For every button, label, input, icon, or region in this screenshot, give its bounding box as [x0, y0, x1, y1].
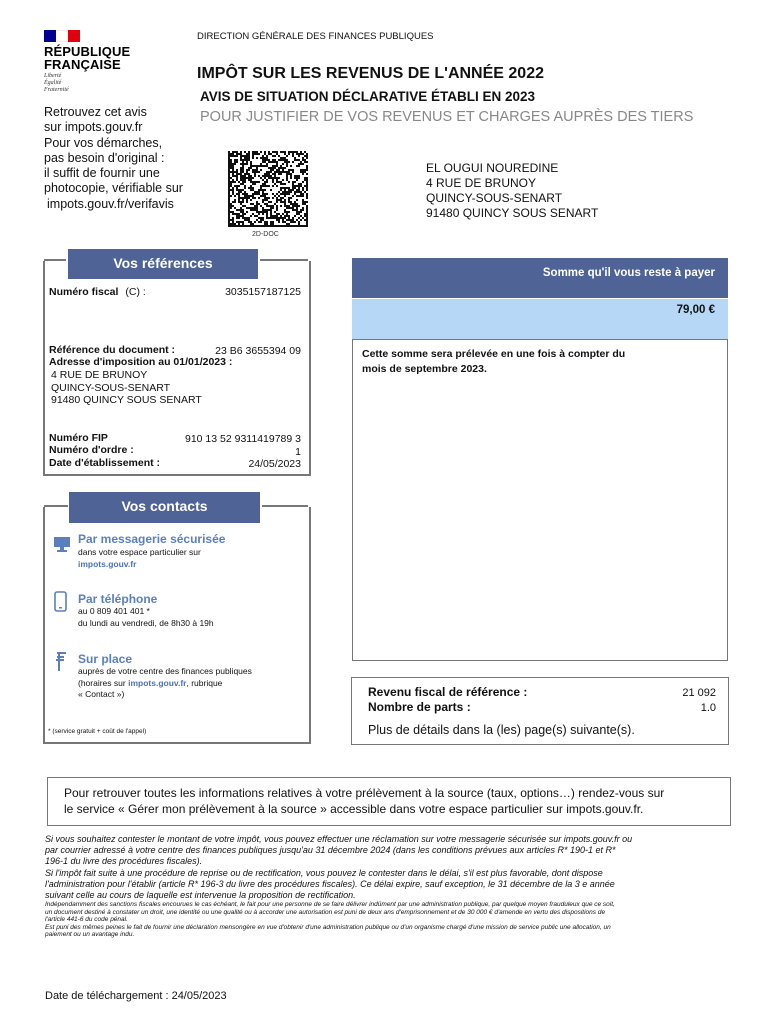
- fiscal-number-label: Numéro fiscal (C) :: [49, 286, 146, 298]
- phone-title: Par téléphone: [78, 592, 158, 606]
- dgfip-header: DIRECTION GÉNÉRALE DES FINANCES PUBLIQUES: [197, 31, 434, 42]
- references-title: Vos références: [68, 249, 258, 279]
- place-icon: [53, 651, 69, 673]
- marianne-flag-icon: [44, 30, 80, 42]
- order-number-label: Numéro d'ordre :: [49, 444, 134, 456]
- fip-value: 910 13 52 9311419789 3: [184, 433, 301, 445]
- contacts-title: Vos contacts: [69, 492, 260, 523]
- legal-notice: Si vous souhaitez contester le montant de votre impôt, vous pouvez effectuer une réclamation sur votre messagerie sécurisée sur impots.gouv.fr ou par courrier adressé à votre centre des finances publiques jusqu'au 31 décembre 2024 (dans les conditions prévues aux articles R* 190-1 et R* 196-1 du livre des procédures fiscales). Si l'impôt fait suite à une procédure de reprise ou de rectification, vous pouvez le contester dans le délai, s'il est plus favorable, dont dispose l'administration pour l'établir (article R* 196-3 du livre des procédures fiscales). Ce délai expire, sauf exception, le 31 décembre de la 3 e année suivant celle au cours de laquelle est intervenue la proposition de rectification. Indépendamment des sanctions fiscales encourues le cas échéant, le fait pour une personne de se faire délivrer indûment par une administration publique, par quelque moyen frauduleux que ce soit, un document destiné à constater un droit, une identité ou une qualité ou à accorder une autorisation est puni de deux ans d'emprisonnement et de 30 000 € d'amende en vertu des dispositions de l'article 441-6 du code pénal. Est puni des mêmes peines le fait de fournir une déclaration mensongère en vue d'obtenir d'une administration publique ou d'un organisme chargé d'une mission de service public une allocation, un paiement ou un avantage indu.: [45, 834, 633, 939]
- place-link[interactable]: impots.gouv.fr: [128, 677, 187, 688]
- messaging-link[interactable]: impots.gouv.fr: [78, 558, 137, 569]
- amount-due-row: [352, 299, 728, 339]
- phone-text: au 0 809 401 401 * du lundi au vendredi, de 8h30 à 19h: [78, 606, 214, 628]
- amount-due-header: Somme qu'il vous reste à payer: [352, 258, 728, 298]
- order-number-value: 1: [295, 446, 301, 458]
- phone-icon: [53, 591, 69, 613]
- republic-motto: Liberté Égalité Fraternité: [44, 73, 69, 93]
- messaging-title[interactable]: Par messagerie sécurisée: [78, 532, 226, 546]
- place-title: Sur place: [78, 652, 133, 666]
- phone-footnote: * (service gratuit + coût de l'appel): [48, 728, 147, 735]
- doc-ref-value: 23 B6 3655394 09: [215, 345, 301, 357]
- issue-date-value: 24/05/2023: [248, 458, 301, 470]
- withholding-info-box: Pour retrouver toutes les informations relatives à votre prélèvement à la source (taux, options…) rendez-vous sur le service « Gérer mon prélèvement à la source » accessible dans votre espace particulier sur impots.gouv.fr.: [47, 777, 731, 826]
- verification-info: Retrouvez cet avis sur impots.gouv.fr Pour vos démarches, pas besoin d'original : il suffit de fournir une photocopie, vérifiable sur impots.gouv.fr/verifavis: [44, 105, 183, 211]
- reference-income-box: Revenu fiscal de référence : 21 092 Nombre de parts : 1.0 Plus de détails dans la (les) page(s) suivante(s).: [351, 677, 729, 745]
- recipient-address: EL OUGUI NOUREDINE 4 RUE DE BRUNOY QUINCY-SOUS-SENART 91480 QUINCY SOUS SENART: [426, 161, 599, 220]
- amount-due-value: 79,00 €: [676, 304, 715, 316]
- parts-value: 1.0: [700, 702, 716, 714]
- issue-date-label: Date d'établissement :: [49, 457, 161, 469]
- place-text: auprès de votre centre des finances publiques (horaires sur impots.gouv.fr, rubrique « Contact »): [78, 666, 252, 699]
- messaging-text: dans votre espace particulier sur impots.gouv.fr: [78, 547, 201, 569]
- 2d-doc-label: 2D-DOC: [252, 231, 279, 238]
- more-details: Plus de détails dans la (les) page(s) suivante(s).: [368, 723, 635, 737]
- doc-ref-label: Référence du document :: [49, 344, 176, 356]
- document-purpose: POUR JUSTIFIER DE VOS REVENUS ET CHARGES AUPRÈS DES TIERS: [200, 109, 694, 125]
- fiscal-number-value: 3035157187125: [225, 286, 301, 298]
- fip-label: Numéro FIP: [49, 432, 108, 444]
- download-date: Date de téléchargement : 24/05/2023: [45, 990, 227, 1002]
- payment-details: Cette somme sera prélevée en une fois à compter du mois de septembre 2023.: [352, 339, 728, 661]
- 2d-doc-barcode: [228, 151, 308, 227]
- computer-icon: [52, 534, 72, 554]
- reference-income-value: 21 092: [682, 687, 716, 699]
- tax-address-label: Adresse d'imposition au 01/01/2023 :: [49, 356, 233, 368]
- republique-francaise-logo: RÉPUBLIQUE FRANÇAISE: [44, 44, 131, 72]
- tax-address: 4 RUE DE BRUNOY QUINCY-SOUS-SENART 91480 QUINCY SOUS SENART: [51, 369, 202, 406]
- document-subtitle: AVIS DE SITUATION DÉCLARATIVE ÉTABLI EN 2023: [200, 89, 536, 104]
- document-title: IMPÔT SUR LES REVENUS DE L'ANNÉE 2022: [197, 65, 544, 82]
